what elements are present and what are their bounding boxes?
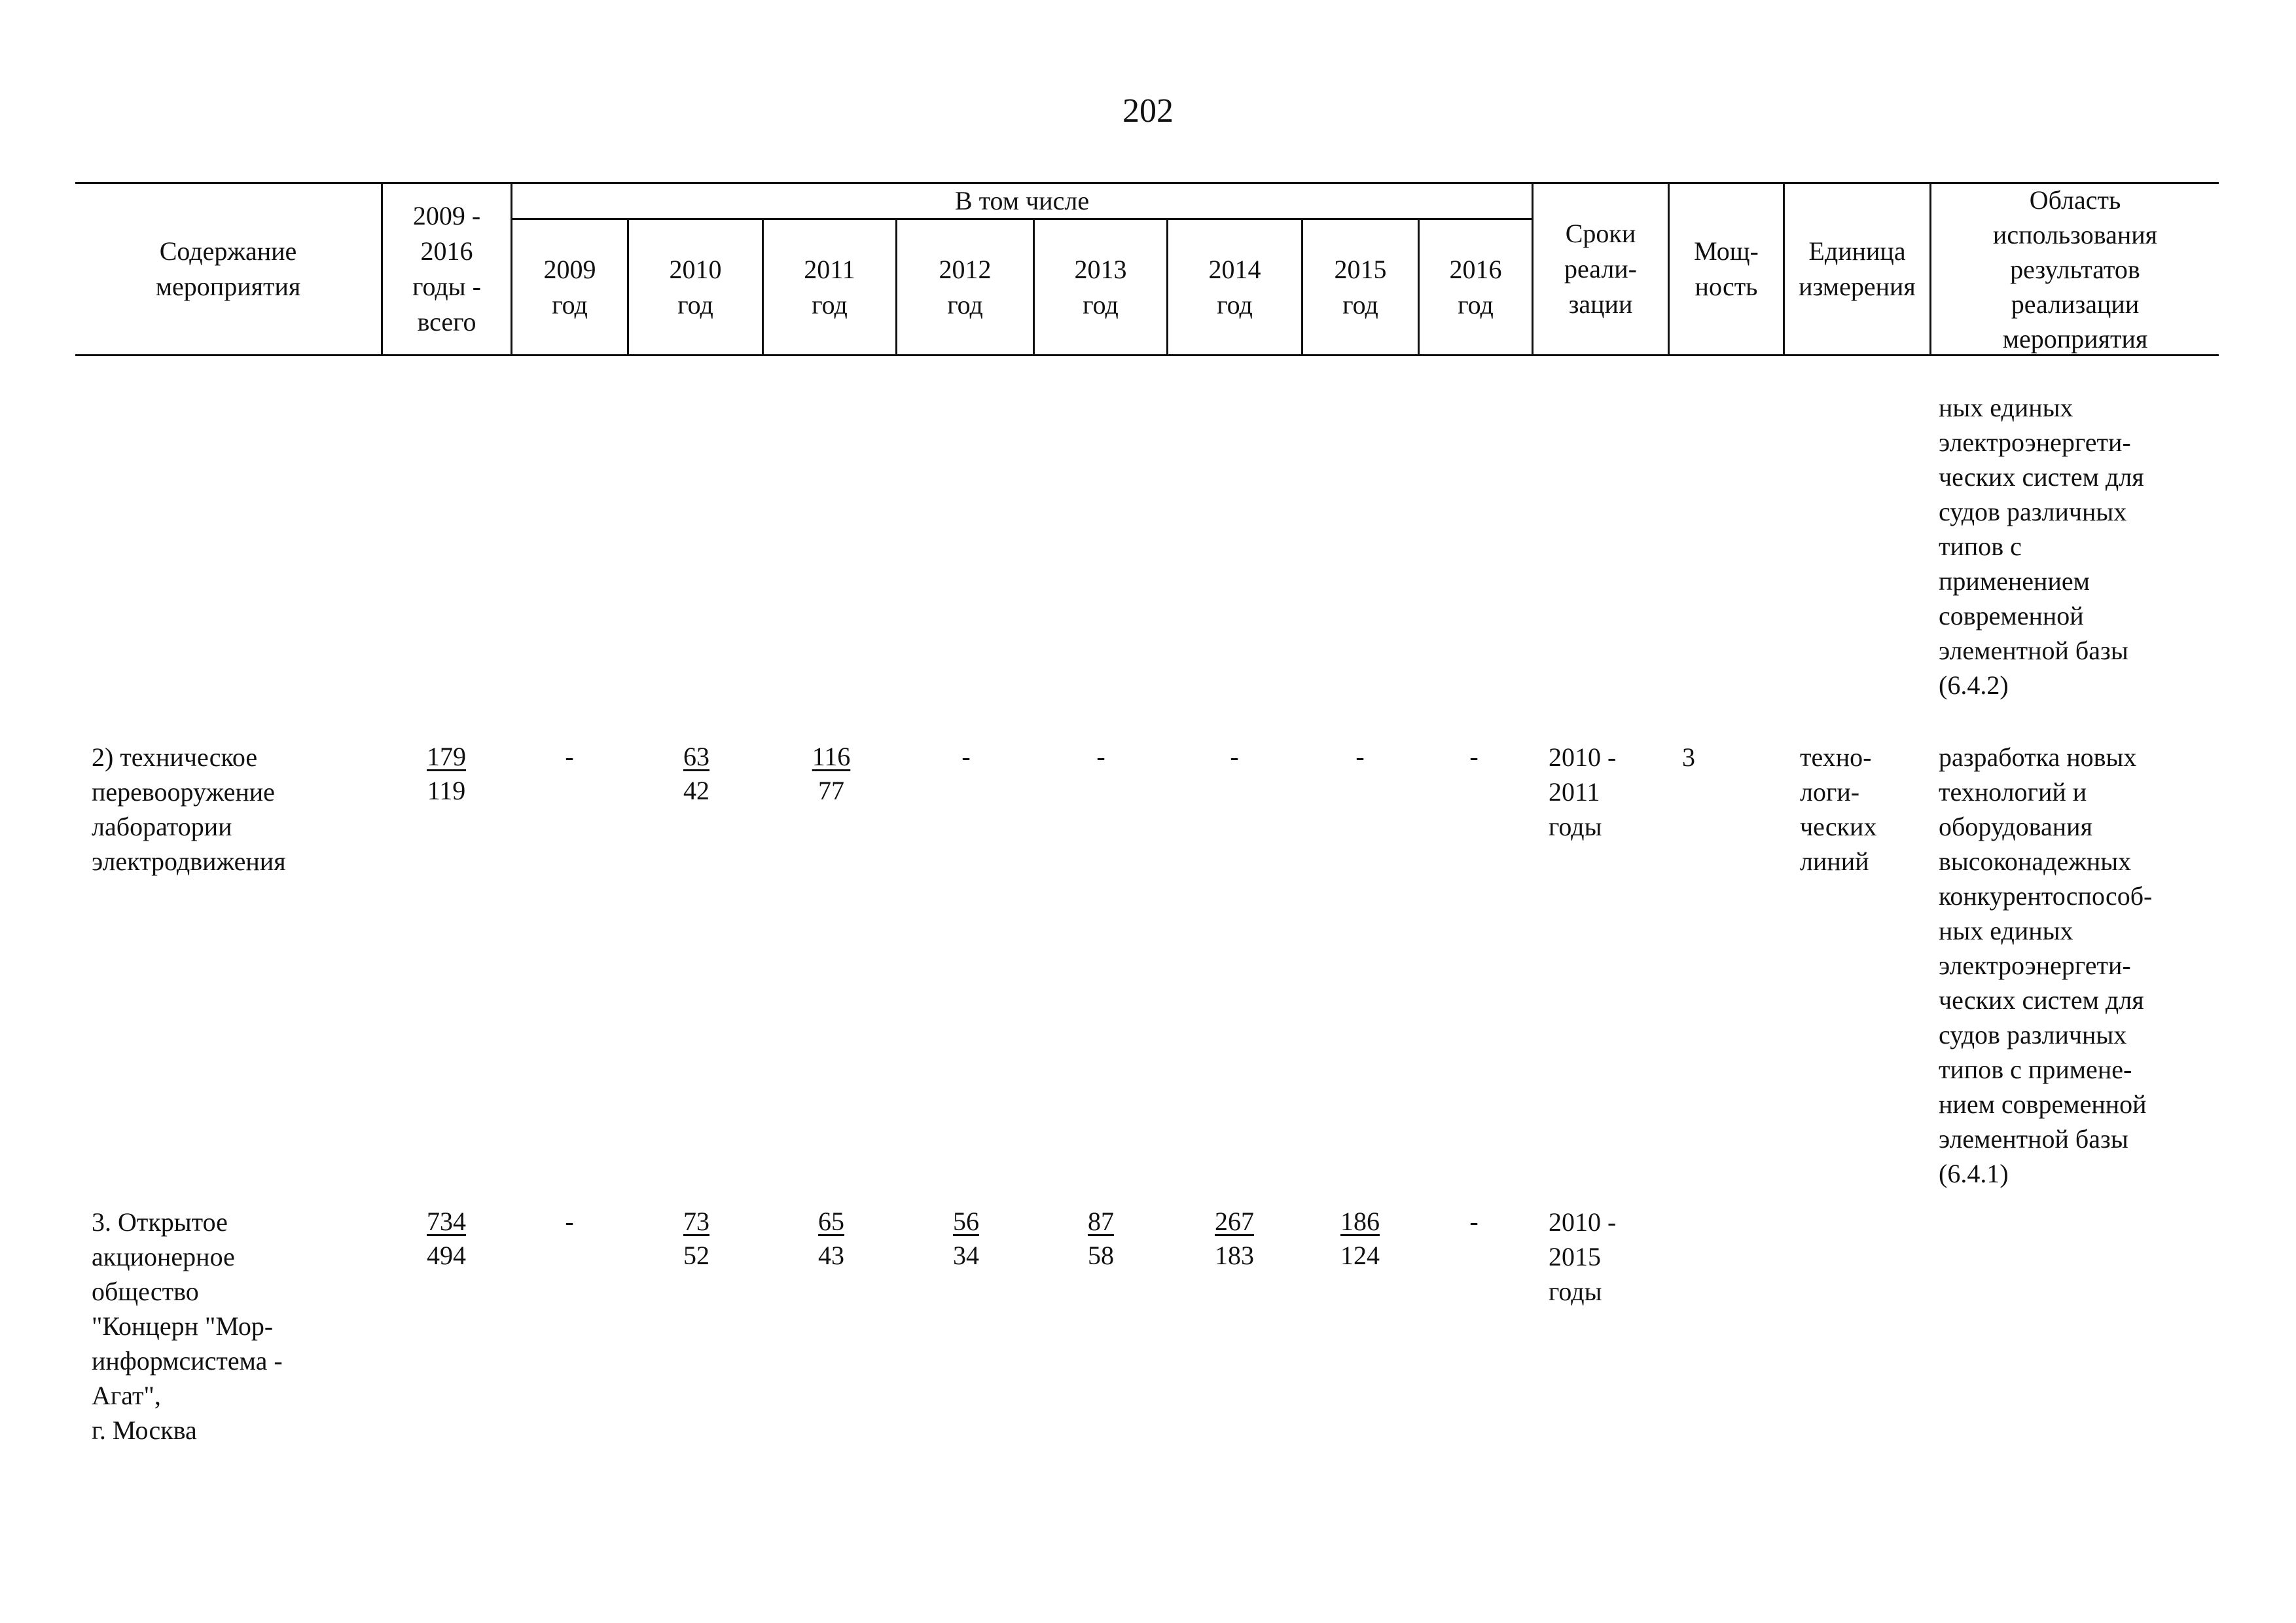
row-2-total-top: 734: [427, 1207, 466, 1236]
row-2-terms: 2010 - 2015 годы: [1549, 1207, 1617, 1306]
row-2-year-2015-bottom: 124: [1340, 1241, 1380, 1270]
row-1-power: 3: [1682, 742, 1695, 772]
row-1-content: 2) техническое перевооружение лаборатории электродвижения: [92, 742, 286, 876]
row-1-year-2010-top: 63: [683, 742, 709, 771]
row-2-year-2012: [920, 1205, 1012, 1273]
row-1-year-2010: [651, 740, 742, 808]
row-1-year-2011-top: 116: [812, 742, 851, 771]
row-1-total: [401, 740, 492, 808]
row-1-total-bottom: 119: [427, 776, 466, 805]
row-2-year-2010: [651, 1205, 742, 1273]
header-including: В том числе: [954, 186, 1090, 215]
row-2-year-2011-top: 65: [818, 1207, 844, 1236]
row-2-year-2013-top: 87: [1088, 1207, 1114, 1236]
row-2-year-2011-bottom: 43: [818, 1241, 844, 1270]
row-2-year-2015-top: 186: [1340, 1207, 1380, 1236]
header-year-2011: 2011 год: [804, 254, 855, 319]
header-terms: Сроки реали- зации: [1564, 219, 1638, 319]
row-2-total: [401, 1205, 492, 1273]
row-2-year-2013-bottom: 58: [1088, 1241, 1114, 1270]
row-1-terms: 2010 - 2011 годы: [1549, 742, 1617, 841]
row-2-year-2015: [1314, 1205, 1406, 1273]
header-power: Мощ- ность: [1694, 236, 1759, 301]
header-year-2016: 2016 год: [1449, 254, 1502, 319]
page-number: 202: [1122, 92, 1174, 130]
row-2-content: 3. Открытое акционерное общество "Концерн "Мор- информсистема - Агат", г. Москва: [92, 1207, 283, 1445]
row-2-year-2010-top: 73: [683, 1207, 709, 1236]
row-2-year-2009: -: [565, 1207, 574, 1236]
row-2-year-2014: [1189, 1205, 1280, 1273]
header-total: 2009 - 2016 годы - всего: [412, 201, 481, 337]
header-bottom-rule: [75, 354, 2219, 356]
row-1-year-2016: -: [1469, 742, 1479, 771]
row-2-year-2014-bottom: 183: [1215, 1241, 1254, 1270]
row-2-year-2011: [785, 1205, 877, 1273]
row-1-year-2011-bottom: 77: [818, 776, 844, 805]
row-2-year-2012-top: 56: [953, 1207, 979, 1236]
row-1-year-2012: -: [961, 742, 971, 771]
area-continuation-text: ных единых электроэнергети- ческих систем для судов различных типов с применением современной элементной базы (6.4.2): [1939, 393, 2144, 700]
header-year-2009: 2009 год: [543, 254, 596, 319]
row-1-unit: техно- логи- ческих линий: [1800, 742, 1877, 876]
row-1-year-2011: [785, 740, 877, 808]
row-1-year-2014: -: [1230, 742, 1239, 771]
row-1-total-top: 179: [427, 742, 466, 771]
row-2-year-2010-bottom: 52: [683, 1241, 709, 1270]
row-1-area: разработка новых технологий и оборудования высоконадежных конкурентоспособ- ных единых электроэнергети- ческих систем для судов различных типов с примене- нием современной элементной базы (6.4.1): [1939, 742, 2153, 1188]
row-2-total-bottom: 494: [427, 1241, 466, 1270]
row-2-year-2012-bottom: 34: [953, 1241, 979, 1270]
row-1-year-2013: -: [1096, 742, 1105, 771]
header-year-2014: 2014 год: [1208, 254, 1261, 319]
header-year-2015: 2015 год: [1334, 254, 1387, 319]
header-content: Содержание мероприятия: [155, 236, 301, 301]
header-unit: Единица измерения: [1799, 236, 1916, 301]
row-2-year-2016: -: [1469, 1207, 1479, 1236]
header-year-2013: 2013 год: [1074, 254, 1127, 319]
row-2-year-2013: [1055, 1205, 1147, 1273]
row-1-year-2015: -: [1355, 742, 1365, 771]
header-area: Область использования результатов реализации мероприятия: [1992, 185, 2158, 354]
row-2-year-2014-top: 267: [1215, 1207, 1254, 1236]
row-1-year-2009: -: [565, 742, 574, 771]
header-year-2012: 2012 год: [939, 254, 992, 319]
header-year-2010: 2010 год: [669, 254, 722, 319]
row-1-year-2010-bottom: 42: [683, 776, 709, 805]
